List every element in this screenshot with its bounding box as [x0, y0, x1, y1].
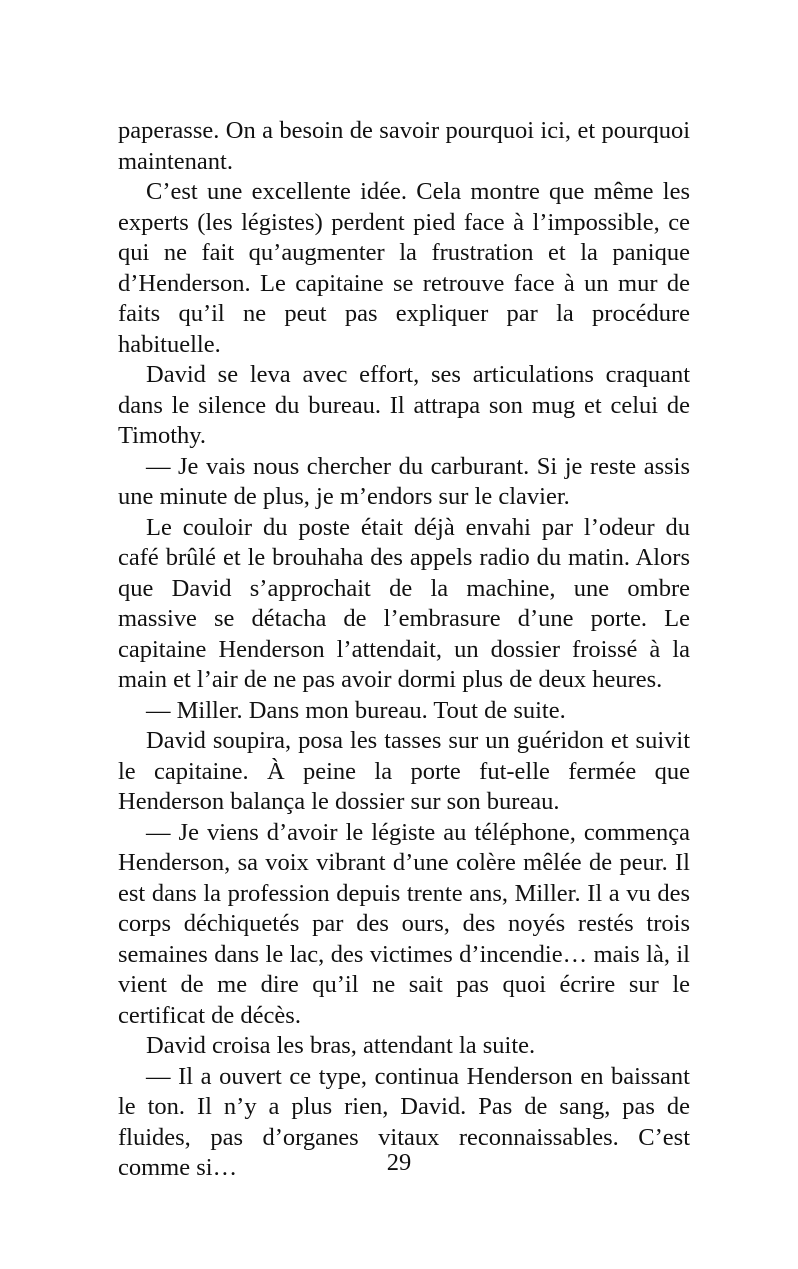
paragraph-2: C’est une excellente idée. Cela montre que même les experts (les légistes) perdent pied face à l’impossible, ce qui ne fait qu’augmenter la frustration et la panique d’Henderson. Le capitaine se retrouve face à un mur de faits qu’il ne peut pas expliquer par la procédure habituelle. — [118, 178, 690, 358]
page-number: 29 — [386, 1149, 412, 1176]
dialogue-line-4: — Il a ouvert ce type, continua Henderson en baissant le ton. Il n’y a plus rien, David. Pas de sang, pas de fluides, pas d’organes vitaux reconnaissables. C’est comme si… — [118, 1062, 690, 1181]
paragraph-3: David se leva avec effort, ses articulations craquant dans le silence du bureau. Il attrapa son mug et celui de Timothy. — [118, 361, 690, 449]
paragraph-7: David soupira, posa les tasses sur un guéridon et suivit le capitaine. À peine la porte fut-elle fermée que Henderson balança le dossier sur son bureau. — [118, 727, 690, 815]
paragraph-5: Le couloir du poste était déjà envahi par l’odeur du café brûlé et le brouhaha des appels radio du matin. Alors que David s’approchait de la machine, une ombre massive se détacha de l’embrasure d’une porte. Le capitaine Henderson l’attendait, un dossier froissé à la main et l’air de ne pas avoir dormi plus de deux heures. — [118, 513, 690, 693]
dialogue-line-2: — Miller. Dans mon bureau. Tout de suite. — [146, 696, 566, 724]
dialogue-line-3: — Je viens d’avoir le légiste au téléphone, commença Henderson, sa voix vibrant d’une colère mêlée de peur. Il est dans la profession depuis trente ans, Miller. Il a vu des corps déchiquetés par des ours, des noyés restés trois semaines dans le lac, des victimes d’incendie… mais là, il vient de me dire qu’il ne sait pas quoi écrire sur le certificat de décès. — [118, 818, 690, 1029]
dialogue-line-1: — Je vais nous chercher du carburant. Si je reste assis une minute de plus, je m’endors sur le clavier. — [118, 452, 690, 510]
paragraph-1: paperasse. On a besoin de savoir pourquoi ici, et pourquoi maintenant. — [118, 117, 690, 175]
page-body — [118, 116, 690, 1184]
paragraph-9: David croisa les bras, attendant la suite. — [146, 1032, 536, 1059]
